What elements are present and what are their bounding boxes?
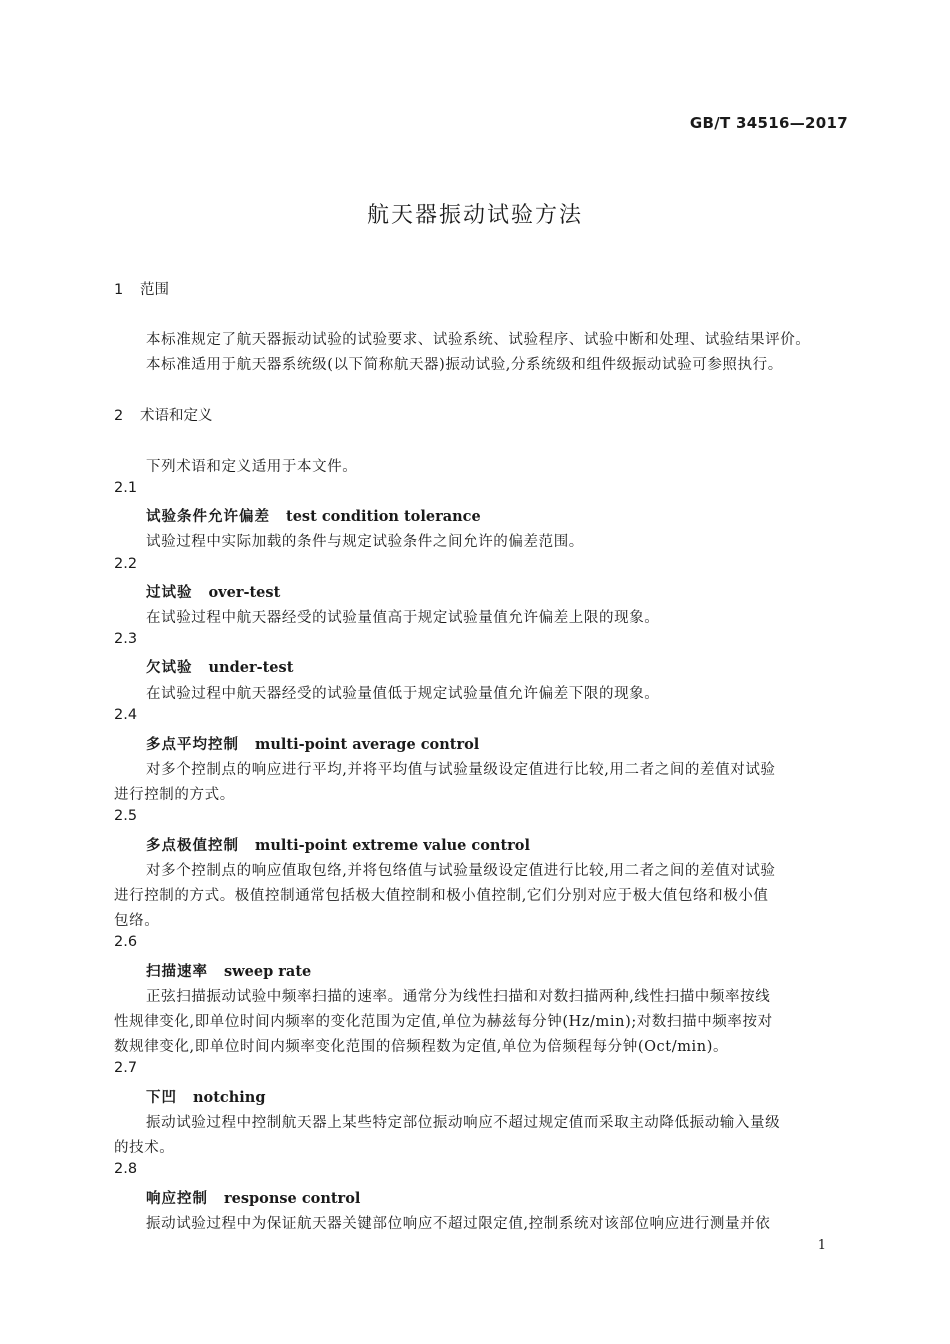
term-number: 2.6	[114, 934, 138, 950]
term-en: multi-point average control	[255, 736, 480, 753]
page-number: 1	[817, 1238, 826, 1253]
term-zh: 过试验	[146, 585, 193, 601]
term-definition-cont: 进行控制的方式。	[114, 787, 235, 803]
term-zh: 响应控制	[146, 1191, 208, 1207]
term-definition: 试验过程中实际加载的条件与规定试验条件之间允许的偏差范围。	[146, 534, 584, 550]
standard-number: GB/T 34516—2017	[689, 114, 848, 132]
term-definition-cont: 数规律变化,即单位时间内频率变化范围的倍频程数为定值,单位为倍频程每分钟(Oct/min)。	[114, 1039, 729, 1055]
section-number: 1	[114, 282, 124, 298]
definitions-intro: 下列术语和定义适用于本文件。	[146, 459, 358, 475]
term-heading	[146, 656, 293, 677]
term-number: 2.3	[114, 631, 138, 647]
term-definition: 振动试验过程中为保证航天器关键部位响应不超过限定值,控制系统对该部位响应进行测量并依	[146, 1216, 771, 1232]
term-number: 2.7	[114, 1060, 138, 1076]
term-heading	[146, 733, 479, 754]
term-en: multi-point extreme value control	[255, 837, 530, 854]
term-definition: 在试验过程中航天器经受的试验量值高于规定试验量值允许偏差上限的现象。	[146, 610, 660, 626]
term-zh: 扫描速率	[146, 964, 208, 980]
term-definition-cont: 进行控制的方式。极值控制通常包括极大值控制和极小值控制,它们分别对应于极大值包络和极小值	[114, 888, 769, 904]
term-en: test condition tolerance	[286, 508, 481, 525]
term-en: response control	[224, 1190, 361, 1207]
term-number: 2.5	[114, 808, 138, 824]
section-heading-scope	[114, 278, 169, 299]
term-heading	[146, 834, 530, 855]
term-number: 2.1	[114, 480, 138, 496]
term-definition-cont: 性规律变化,即单位时间内频率的变化范围为定值,单位为赫兹每分钟(Hz/min);对数扫描中频率按对	[114, 1014, 773, 1030]
scope-paragraph-2: 本标准适用于航天器系统级(以下简称航天器)振动试验,分系统级和组件级振动试验可参照执行。	[146, 357, 783, 373]
term-number: 2.2	[114, 556, 138, 572]
term-en: notching	[193, 1089, 266, 1106]
term-heading	[146, 1086, 265, 1107]
section-heading-terms	[114, 404, 213, 425]
term-heading	[146, 581, 280, 602]
section-title: 术语和定义	[140, 408, 213, 424]
term-en: sweep rate	[224, 963, 312, 980]
term-number: 2.4	[114, 707, 138, 723]
term-definition: 对多个控制点的响应值取包络,并将包络值与试验量级设定值进行比较,用二者之间的差值对试验	[146, 863, 776, 879]
section-number: 2	[114, 408, 124, 424]
term-en: under-test	[208, 659, 294, 676]
document-title: 航天器振动试验方法	[366, 203, 583, 228]
term-zh: 试验条件允许偏差	[146, 509, 270, 525]
section-title: 范围	[140, 282, 169, 298]
term-heading	[146, 1187, 360, 1208]
term-heading	[146, 505, 481, 526]
term-zh: 欠试验	[146, 660, 193, 676]
term-zh: 多点平均控制	[146, 737, 239, 753]
term-zh: 多点极值控制	[146, 838, 239, 854]
term-definition-cont: 的技术。	[114, 1140, 175, 1156]
term-definition: 正弦扫描振动试验中频率扫描的速率。通常分为线性扫描和对数扫描两种,线性扫描中频率按线	[146, 989, 771, 1005]
term-definition: 振动试验过程中控制航天器上某些特定部位振动响应不超过规定值而采取主动降低振动输入量级	[146, 1115, 781, 1131]
scope-paragraph-1: 本标准规定了航天器振动试验的试验要求、试验系统、试验程序、试验中断和处理、试验结果评价。	[146, 332, 811, 348]
term-zh: 下凹	[146, 1090, 177, 1106]
term-heading	[146, 960, 311, 981]
term-en: over-test	[208, 584, 281, 601]
term-definition: 对多个控制点的响应进行平均,并将平均值与试验量级设定值进行比较,用二者之间的差值对试验	[146, 762, 776, 778]
term-definition: 在试验过程中航天器经受的试验量值低于规定试验量值允许偏差下限的现象。	[146, 686, 660, 702]
term-number: 2.8	[114, 1161, 138, 1177]
term-definition-cont: 包络。	[114, 913, 160, 929]
